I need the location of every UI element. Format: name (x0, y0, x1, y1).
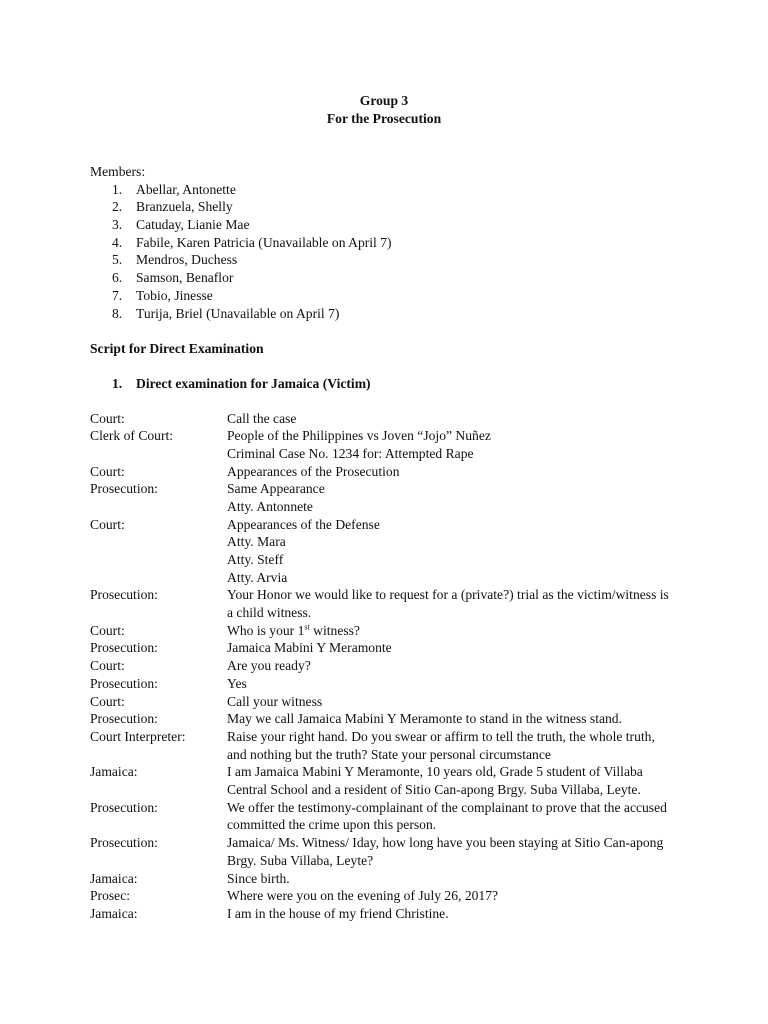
speech-line: People of the Philippines vs Joven “Jojo” Nuñez (227, 428, 491, 444)
speaker-label: Prosecution: (90, 587, 158, 603)
speech-line: May we call Jamaica Mabini Y Meramonte to stand in the witness stand. (227, 711, 623, 727)
member-name: Branzuela, Shelly (136, 199, 233, 215)
members-label: Members: (90, 164, 146, 179)
speech-text (227, 763, 687, 798)
transcript-row (0, 516, 768, 587)
speech-line: Appearances of the Prosecution (227, 463, 400, 479)
member-name: Mendros, Duchess (136, 252, 238, 268)
side-title: For the Prosecution (326, 110, 442, 126)
section-title: Direct examination for Jamaica (Victim) (136, 376, 371, 391)
member-number: 1. (112, 181, 123, 197)
member-number: 4. (112, 234, 123, 250)
transcript-row (0, 728, 768, 763)
speech-text (227, 834, 687, 869)
speaker-label: Prosec: (90, 888, 131, 904)
speech-line: Atty. Antonnete (227, 498, 313, 514)
speech-line: Yes (227, 675, 247, 691)
transcript-row (0, 710, 768, 728)
speech-text (227, 463, 687, 481)
transcript-row (0, 480, 768, 515)
speaker-label: Court: (90, 516, 125, 532)
member-name: Catuday, Lianie Mae (136, 217, 250, 233)
speech-text (227, 410, 687, 428)
speech-line: Call your witness (227, 693, 323, 709)
speech-text (227, 427, 687, 462)
transcript (0, 410, 768, 923)
group-title: Group 3 (359, 93, 409, 108)
speech-line: Same Appearance (227, 481, 325, 497)
speech-text (227, 586, 687, 621)
transcript-row (0, 870, 768, 888)
speech-text (227, 639, 687, 657)
member-name: Abellar, Antonette (136, 181, 236, 197)
speech-line: committed the crime upon this person. (227, 817, 437, 833)
speech-text (227, 693, 687, 711)
member-number: 2. (112, 199, 123, 215)
speech-line: a child witness. (227, 605, 312, 621)
transcript-row (0, 639, 768, 657)
speech-text (227, 710, 687, 728)
speech-line: Jamaica/ Ms. Witness/ Iday, how long have you been staying at Sitio Can-apong (227, 835, 664, 851)
speech-text (227, 657, 687, 675)
speech-line: I am Jamaica Mabini Y Meramonte, 10 years old, Grade 5 student of Villaba (227, 764, 643, 780)
member-name: Turija, Briel (Unavailable on April 7) (136, 305, 340, 321)
speech-text (227, 622, 687, 640)
speaker-label: Prosecution: (90, 481, 158, 497)
speech-line: Call the case (227, 410, 297, 426)
speaker-label: Prosecution: (90, 799, 158, 815)
transcript-row (0, 693, 768, 711)
transcript-row (0, 799, 768, 834)
speaker-label: Court Interpreter: (90, 729, 186, 744)
speaker-label: Prosecution: (90, 835, 158, 851)
member-name: Fabile, Karen Patricia (Unavailable on April 7) (136, 234, 392, 250)
speech-line: Who is your 1st witness? (227, 622, 360, 638)
document-header (0, 92, 768, 127)
speech-line: Central School and a resident of Sitio Can-apong Brgy. Suba Villaba, Leyte. (227, 782, 641, 798)
member-number: 7. (112, 287, 123, 303)
transcript-row (0, 763, 768, 798)
speech-text (227, 480, 687, 515)
speech-line: Criminal Case No. 1234 for: Attempted Rape (227, 445, 474, 461)
speech-line: Your Honor we would like to request for a (private?) trial as the victim/witness is (227, 587, 669, 603)
speech-line: Where were you on the evening of July 26, 2017? (227, 888, 499, 904)
speech-line: Atty. Mara (227, 534, 286, 550)
speaker-label: Court: (90, 463, 125, 479)
speech-line: Atty. Arvia (227, 569, 288, 585)
speech-line: Atty. Steff (227, 552, 284, 568)
speech-text (227, 887, 687, 905)
member-number: 5. (112, 252, 123, 268)
transcript-row (0, 586, 768, 621)
speaker-label: Court: (90, 693, 125, 709)
script-title: Script for Direct Examination (90, 341, 264, 356)
speech-text (227, 870, 687, 888)
speech-line: Are you ready? (227, 658, 311, 674)
member-number: 6. (112, 270, 123, 286)
speaker-label: Prosecution: (90, 711, 158, 727)
speech-text (227, 728, 687, 763)
speech-line: Appearances of the Defense (227, 516, 380, 532)
speech-line: Raise your right hand. Do you swear or affirm to tell the truth, the whole truth, (227, 729, 655, 744)
speech-line: Jamaica Mabini Y Meramonte (227, 640, 392, 656)
speech-line: I am in the house of my friend Christine. (227, 905, 449, 921)
transcript-row (0, 622, 768, 640)
speaker-label: Prosecution: (90, 640, 158, 656)
speech-text (227, 516, 687, 587)
speaker-label: Jamaica: (90, 870, 138, 886)
speaker-label: Court: (90, 622, 125, 638)
speaker-label: Clerk of Court: (90, 428, 174, 444)
member-name: Tobio, Jinesse (136, 287, 213, 303)
speaker-label: Prosecution: (90, 675, 158, 691)
member-number: 8. (112, 305, 123, 321)
speaker-label: Court: (90, 410, 125, 426)
speech-line: and nothing but the truth? State your personal circumstance (227, 746, 551, 762)
speaker-label: Court: (90, 658, 125, 674)
transcript-row (0, 905, 768, 923)
section-number: 1. (112, 376, 123, 391)
transcript-row (0, 427, 768, 462)
member-number: 3. (112, 217, 123, 233)
transcript-row (0, 834, 768, 869)
speaker-label: Jamaica: (90, 905, 138, 921)
transcript-row (0, 410, 768, 428)
speech-text (227, 799, 687, 834)
transcript-row (0, 463, 768, 481)
transcript-row (0, 887, 768, 905)
speech-line: Since birth. (227, 870, 290, 886)
transcript-row (0, 657, 768, 675)
speech-text (227, 675, 687, 693)
speech-line: Brgy. Suba Villaba, Leyte? (227, 852, 374, 868)
speaker-label: Jamaica: (90, 764, 138, 780)
transcript-row (0, 675, 768, 693)
speech-text (227, 905, 687, 923)
speech-line: We offer the testimony-complainant of the complainant to prove that the accused (227, 799, 667, 815)
member-name: Samson, Benaflor (136, 270, 234, 286)
